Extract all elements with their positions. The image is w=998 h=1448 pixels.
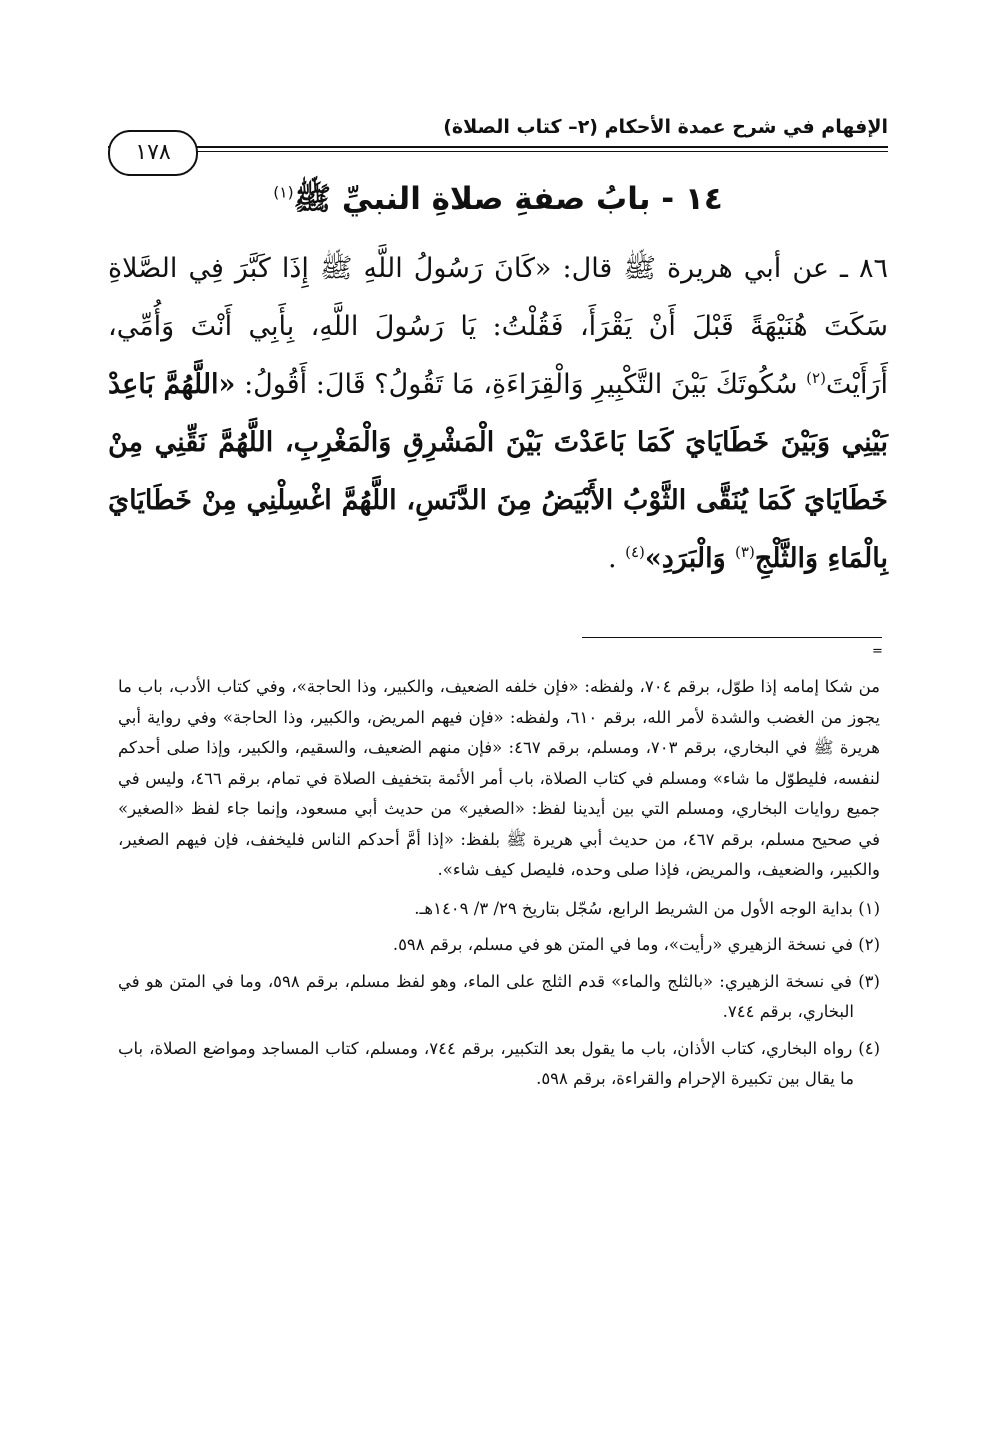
footnote-2: (٢) في نسخة الزهيري «رأيت»، وما في المتن هو في مسلم، برقم ٥٩٨. [392, 935, 880, 954]
footnote-continuation: من شكا إمامه إذا طوّل، برقم ٧٠٤، ولفظه: «فإن خلفه الضعيف، والكبير، وذا الحاجة»، وفي كتاب الأدب، باب ما يجوز من الغضب والشدة لأمر الله، برقم ٦١٠، ولفظه: «فإن فيهم المريض، والكبير، وذا الحاجة» وفي رواية أبي هريرة ﷺ في البخاري، برقم ٧٠٣، ومسلم، برقم ٤٦٧: «فإن منهم الضعيف، والسقيم، والكبير، وإذا صلى أحدكم لنفسه، فليطوّل ما شاء» ومسلم في كتاب الصلاة، باب أمر الأئمة بتخفيف الصلاة في تمام، برقم ٤٦٦، وليس في جميع روايات البخاري، ومسلم التي بين أيدينا لفظ: «الصغير» من حديث أبي مسعود، وإنما جاء لفظ «الصغير» في صحيح مسلم، برقم ٤٦٧، من حديث أبي هريرة ﷺ بلفظ: «إذا أمَّ أحدكم الناس فليخفف، فإن فيهم الصغير، والكبير، والضعيف، والمريض، فإذا صلى وحده، فليصل كيف شاء». [118, 677, 881, 879]
hadith-part-1: ٨٦ ـ عن أبي هريرة ﷺ قال: «كَانَ رَسُولُ اللَّهِ ﷺ إِذَا كَبَّرَ فِي الصَّلاةِ سَكَتَ هُنَيْهَةً قَبْلَ أَنْ يَقْرَأَ، فَقُلْتُ: يَا رَسُولَ اللَّهِ، بِأَبِي أَنْتَ وَأُمِّي، أَرَأَيْتَ [108, 253, 888, 400]
hadith-part-2: سُكُوتَكَ بَيْنَ التَّكْبِيرِ وَالْقِرَاءَةِ، مَا تَقُولُ؟ قَالَ: أَقُولُ: [244, 369, 807, 400]
hadith-text [108, 240, 888, 588]
hadith-end-period: . [607, 543, 626, 574]
page-header [108, 112, 888, 148]
chapter-heading [108, 180, 888, 225]
running-header-title: الإفهام في شرح عمدة الأحكام (٢– كتاب الصلاة) [443, 116, 888, 138]
footnote-separator [582, 637, 882, 638]
header-rule-thick [108, 146, 888, 148]
footnote-continuation-mark: = [872, 644, 883, 659]
hadith-supplication-end: وَالْبَرَدِ» [644, 543, 736, 574]
footnote-3: (٣) في نسخة الزهيري: «بالثلج والماء» قدم الثلج على الماء، وهو لفظ مسلم، برقم ٥٩٨، وما في المتن هو في البخاري، برقم ٧٤٤. [118, 971, 880, 1021]
footnote-4: (٤) رواه البخاري، كتاب الأذان، باب ما يقول بعد التكبير، برقم ٧٤٤، ومسلم، كتاب المساجد ومواضع الصلاة، باب ما يقال بين تكبيرة الإحرام والقراءة، برقم ٥٩٨. [118, 1038, 881, 1088]
chapter-heading-text: ١٤ - بابُ صفةِ صلاةِ النبيِّ ﷺ [293, 181, 723, 217]
page-number: ١٧٨ [108, 130, 198, 176]
footnote-1: (١) بداية الوجه الأول من الشريط الرابع، سُجّل بتاريخ ٢٩/ ٣/ ١٤٠٩هـ. [414, 898, 880, 918]
footnote-mark-2: (٢) [806, 369, 826, 387]
footnote-mark-4: (٤) [625, 543, 645, 561]
header-rule-thin [108, 151, 888, 152]
hadith-supplication: «اللَّهُمَّ بَاعِدْ بَيْنِي وَبَيْنَ خَطَايَايَ كَمَا بَاعَدْتَ بَيْنَ الْمَشْرِقِ وَالْمَغْرِبِ، اللَّهُمَّ نَقِّنِي مِنْ خَطَايَايَ كَمَا يُنَقَّى الثَّوْبُ الأَبْيَضُ مِنَ الدَّنَسِ، اللَّهُمَّ اغْسِلْنِي مِنْ خَطَايَايَ بِالْمَاءِ وَالثَّلْجِ [108, 369, 888, 574]
footnote-mark-3: (٣) [735, 543, 755, 561]
footnotes [118, 672, 880, 1101]
chapter-footnote-mark: (١) [273, 183, 294, 202]
